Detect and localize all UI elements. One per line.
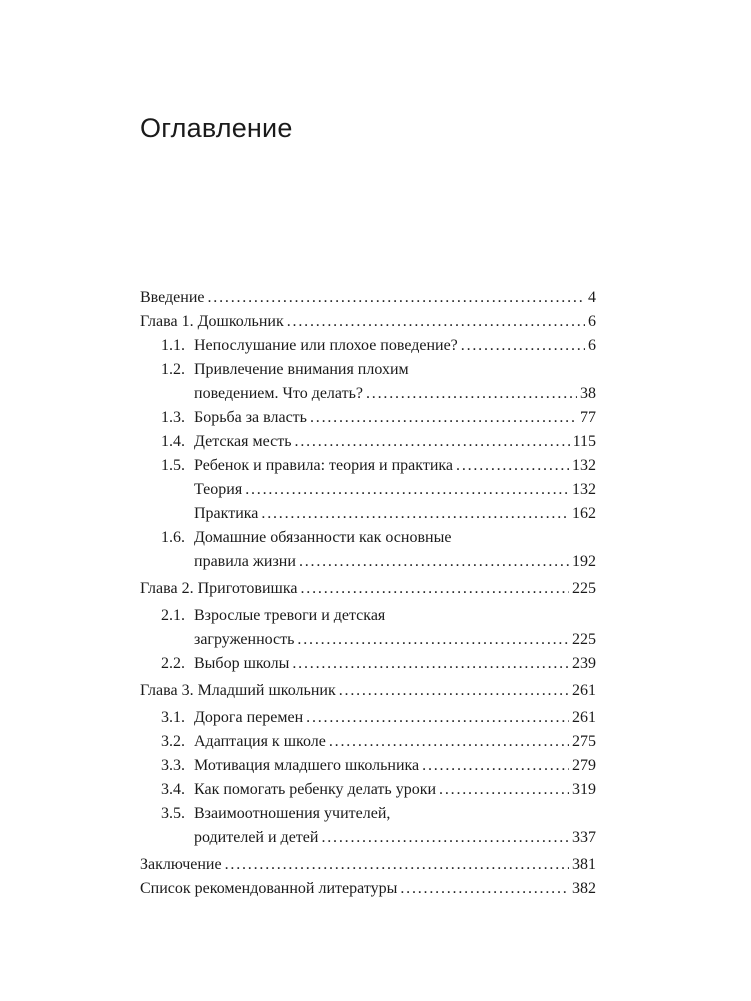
toc-label: Список рекомендованной литературы <box>140 880 398 897</box>
toc-label: Теория <box>194 481 243 498</box>
toc-section-number: 1.4. <box>161 433 185 450</box>
toc-leader-dots <box>366 382 577 406</box>
toc-page-number: 132 <box>572 481 596 498</box>
toc-label: Практика <box>194 505 259 522</box>
toc-leader-dots <box>456 454 569 478</box>
toc-leader-dots <box>339 679 569 703</box>
toc-section-number: 1.2. <box>161 361 185 378</box>
toc-page-number: 319 <box>572 781 596 798</box>
toc-entry-chapter-2[interactable] <box>140 577 596 601</box>
toc-entry-2-2[interactable] <box>140 652 596 676</box>
toc-label-continuation: родителей и детей <box>194 829 319 846</box>
toc-entry-theory[interactable] <box>140 478 596 502</box>
toc-page-number: 162 <box>572 505 596 522</box>
toc-leader-dots <box>439 778 569 802</box>
toc-page-number: 38 <box>580 385 596 402</box>
toc-label: Глава 3. Младший школьник <box>140 682 336 699</box>
toc-leader-dots <box>400 877 569 901</box>
toc-section-number: 3.5. <box>161 805 185 822</box>
toc-page-number: 132 <box>572 457 596 474</box>
toc-leader-dots <box>329 730 569 754</box>
toc-entry-chapter-1[interactable] <box>140 310 596 334</box>
toc-leader-dots <box>306 706 569 730</box>
toc-entry-3-5[interactable] <box>140 802 596 850</box>
toc-page-number: 6 <box>588 313 596 330</box>
toc-label-continuation: загруженность <box>194 631 295 648</box>
toc-label: Взаимоотношения учителей, <box>194 805 391 822</box>
toc-entry-chapter-3[interactable] <box>140 679 596 703</box>
toc-page-number: 382 <box>572 880 596 897</box>
toc-section-number: 2.2. <box>161 655 185 672</box>
toc-entry-1-6[interactable] <box>140 526 596 574</box>
toc-leader-dots <box>301 577 570 601</box>
toc-leader-dots <box>299 550 569 574</box>
toc-entry-conclusion[interactable] <box>140 853 596 877</box>
toc-leader-dots <box>208 286 586 310</box>
toc-leader-dots <box>321 826 569 850</box>
toc-entry-bibliography[interactable] <box>140 877 596 901</box>
toc-label: Дорога перемен <box>194 709 304 726</box>
toc-label-continuation: поведением. Что делать? <box>194 385 363 402</box>
toc-page-number: 261 <box>572 709 596 726</box>
toc-label: Выбор школы <box>194 655 290 672</box>
toc-page-number: 225 <box>572 580 596 597</box>
toc-entry-introduction[interactable] <box>140 286 596 310</box>
toc-label: Взрослые тревоги и детская <box>194 607 386 624</box>
toc-label: Как помогать ребенку делать уроки <box>194 781 437 798</box>
toc-page-number: 279 <box>572 757 596 774</box>
toc-label: Мотивация младшего школьника <box>194 757 420 774</box>
toc-section-number: 3.3. <box>161 757 185 774</box>
toc-leader-dots <box>292 652 569 676</box>
toc-section-number: 3.2. <box>161 733 185 750</box>
toc-entry-3-1[interactable] <box>140 706 596 730</box>
toc-entry-3-2[interactable] <box>140 730 596 754</box>
toc-leader-dots <box>461 334 585 358</box>
toc-page-number: 77 <box>580 409 596 426</box>
toc-label: Введение <box>140 289 205 306</box>
toc-section-number: 1.5. <box>161 457 185 474</box>
toc-label: Заключение <box>140 856 222 873</box>
toc-entry-1-3[interactable] <box>140 406 596 430</box>
toc-section-number: 2.1. <box>161 607 185 624</box>
toc-leader-dots <box>297 628 569 652</box>
toc-section-number: 3.4. <box>161 781 185 798</box>
toc-leader-dots <box>225 853 569 877</box>
toc-page-number: 225 <box>572 631 596 648</box>
toc-label: Адаптация к школе <box>194 733 326 750</box>
toc-page-number: 115 <box>572 433 596 450</box>
toc-label: Глава 1. Дошкольник <box>140 313 284 330</box>
toc-entry-practice[interactable] <box>140 502 596 526</box>
toc-entry-1-1[interactable] <box>140 334 596 358</box>
toc-page-number: 261 <box>572 682 596 699</box>
toc-page-number: 337 <box>572 829 596 846</box>
toc-label: Борьба за власть <box>194 409 307 426</box>
toc-label: Домашние обязанности как основные <box>194 529 452 546</box>
toc-label: Глава 2. Приготовишка <box>140 580 298 597</box>
page-title: Оглавление <box>140 113 293 143</box>
toc-entry-2-1[interactable] <box>140 604 596 652</box>
toc-entry-3-3[interactable] <box>140 754 596 778</box>
toc-label: Ребенок и правила: теория и практика <box>194 457 454 474</box>
toc-page-number: 4 <box>588 289 596 306</box>
toc-entry-1-2[interactable] <box>140 358 596 406</box>
toc-leader-dots <box>261 502 569 526</box>
toc-page-number: 6 <box>588 337 596 354</box>
toc-leader-dots <box>310 406 577 430</box>
table-of-contents <box>140 286 596 901</box>
toc-entry-3-4[interactable] <box>140 778 596 802</box>
toc-entry-1-4[interactable] <box>140 430 596 454</box>
toc-leader-dots <box>295 430 570 454</box>
toc-label: Детская месть <box>194 433 292 450</box>
toc-page-number: 275 <box>572 733 596 750</box>
toc-section-number: 1.6. <box>161 529 185 546</box>
toc-page-number: 239 <box>572 655 596 672</box>
toc-section-number: 1.1. <box>161 337 185 354</box>
toc-leader-dots <box>245 478 569 502</box>
toc-label-continuation: правила жизни <box>194 553 296 570</box>
toc-label: Привлечение внимания плохим <box>194 361 409 378</box>
toc-page-number: 381 <box>572 856 596 873</box>
toc-entry-1-5[interactable] <box>140 454 596 478</box>
toc-leader-dots <box>422 754 569 778</box>
toc-label: Непослушание или плохое поведение? <box>194 337 458 354</box>
toc-section-number: 1.3. <box>161 409 185 426</box>
toc-section-number: 3.1. <box>161 709 185 726</box>
toc-page-number: 192 <box>572 553 596 570</box>
toc-leader-dots <box>287 310 585 334</box>
